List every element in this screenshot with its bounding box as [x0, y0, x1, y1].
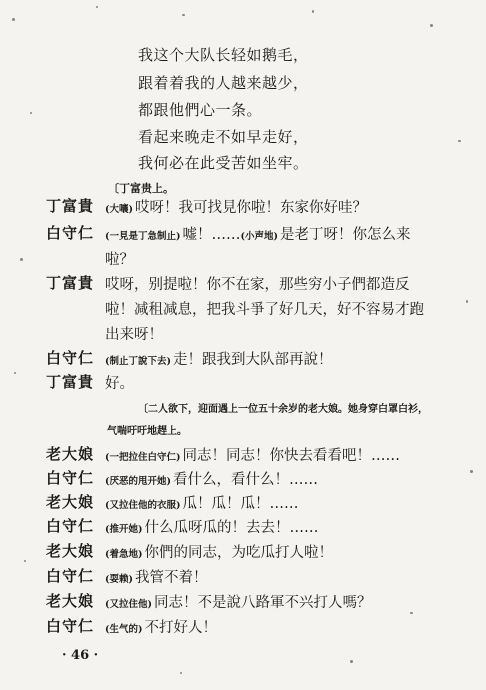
line-text: 同志！同志！你快去看看吧！……: [182, 448, 400, 464]
speaker-name: 白守仁: [46, 617, 95, 635]
scan-speck: [24, 560, 26, 562]
speaker-name: 丁富貴: [46, 274, 95, 292]
line-text: 你們的同志，为吃瓜打人啦！: [144, 545, 333, 561]
scan-speck: [12, 18, 15, 21]
stage-note: (又拉住他): [105, 599, 152, 610]
scan-speck: [180, 672, 182, 674]
stage-direction: 〔丁富贵上。: [108, 182, 174, 195]
stage-note: (制止丁說下去): [105, 356, 171, 367]
line-text: 瓜！瓜！瓜！……: [182, 496, 299, 512]
dialogue-line: [105, 444, 400, 465]
scan-speck: [182, 14, 185, 16]
speaker-name: 白守仁: [46, 224, 95, 242]
scan-speck: [30, 112, 32, 114]
line-text: 我管不着！: [135, 570, 208, 586]
speaker-name: 白守仁: [46, 469, 95, 487]
scan-speck: [20, 258, 23, 261]
dialogue-line: [105, 516, 319, 537]
verse-line: 我这个大队长轻如鹅毛，: [138, 46, 309, 64]
stage-note: (一見是丁急制止): [105, 231, 181, 242]
line-text: 是老丁呀！你怎么来: [280, 227, 411, 243]
scan-speck: [350, 660, 353, 663]
stage-note: (又拉住他的衣服): [105, 500, 181, 511]
line-text: 哎呀！我可找見你啦！东家你好哇？: [135, 200, 367, 216]
scan-speck: [466, 300, 468, 303]
stage-note: (厌恶的甩开她): [105, 476, 171, 487]
verse-line: 我何必在此受苦如坐牢。: [138, 154, 309, 172]
stage-direction: 〔二人欲下，迎面遇上一位五十余岁的老大娘。她身穿白罩白衫，: [138, 404, 428, 415]
dialogue-line: [105, 348, 333, 369]
scan-speck: [430, 24, 433, 27]
speaker-name: 丁富貴: [46, 197, 95, 215]
speaker-name: 老大娘: [46, 493, 95, 511]
line-text: 不打好人！: [144, 620, 217, 636]
line-text: 走！跟我到大队部再說！: [173, 352, 333, 368]
line-text: 什么瓜呀瓜的！去去！……: [144, 520, 319, 536]
speaker-name: 白守仁: [46, 349, 95, 367]
dialogue-line: [105, 468, 318, 489]
dialogue-line: [105, 616, 217, 637]
speaker-name: 白守仁: [46, 517, 95, 535]
verse-line: 看起来晚走不如早走好，: [138, 128, 309, 146]
stage-direction: 气喘吁吁地趕上。: [107, 426, 187, 437]
speaker-name: 老大娘: [46, 592, 95, 610]
stage-note: (生气的): [105, 624, 143, 635]
stage-note: (推开她): [105, 524, 143, 535]
dialogue-line: 好。: [105, 376, 134, 392]
dialogue-line: [105, 196, 367, 217]
line-text: 看什么，看什么！……: [173, 472, 318, 488]
dialogue-line: [105, 566, 208, 587]
dialogue-line: [105, 492, 299, 513]
scan-speck: [470, 470, 473, 473]
stage-note: (着急地): [105, 549, 143, 560]
scan-speck: [96, 6, 98, 8]
dialogue-line: [105, 223, 411, 244]
speaker-name: 老大娘: [46, 542, 95, 560]
dialogue-line: [105, 541, 333, 562]
line-text: 同志！不是說八路軍不兴打人嗎？: [154, 595, 372, 611]
stage-note: (耍赖): [105, 574, 133, 585]
dialogue-line: 哎呀，别提啦！你不在家，那些穷小子們都造反: [105, 277, 410, 293]
stage-note: (一把拉住白守仁): [105, 452, 181, 463]
dialogue-continuation: 出来呀！: [105, 327, 163, 343]
scan-speck: [458, 140, 461, 142]
dialogue-continuation: 啦？: [105, 252, 134, 268]
dialogue-line: [105, 591, 372, 612]
page-number: · 46 ·: [62, 648, 99, 663]
scan-speck: [14, 372, 16, 374]
speaker-name: 老大娘: [46, 445, 95, 463]
stage-note: (大嚷): [105, 204, 133, 215]
verse-line: 都跟他們心一条。: [138, 101, 263, 119]
scan-speck: [410, 612, 413, 614]
line-text: 嘘！……: [182, 227, 241, 243]
stage-note: (小声地): [240, 231, 278, 242]
verse-line: 跟着着我的人越来越少，: [138, 74, 309, 92]
speaker-name: 丁富貴: [46, 373, 95, 391]
scan-speck: [312, 10, 314, 13]
dialogue-continuation: 啦！减租减息，把我斗爭了好几天，好不容易才跑: [105, 302, 424, 318]
speaker-name: 白守仁: [46, 567, 95, 585]
